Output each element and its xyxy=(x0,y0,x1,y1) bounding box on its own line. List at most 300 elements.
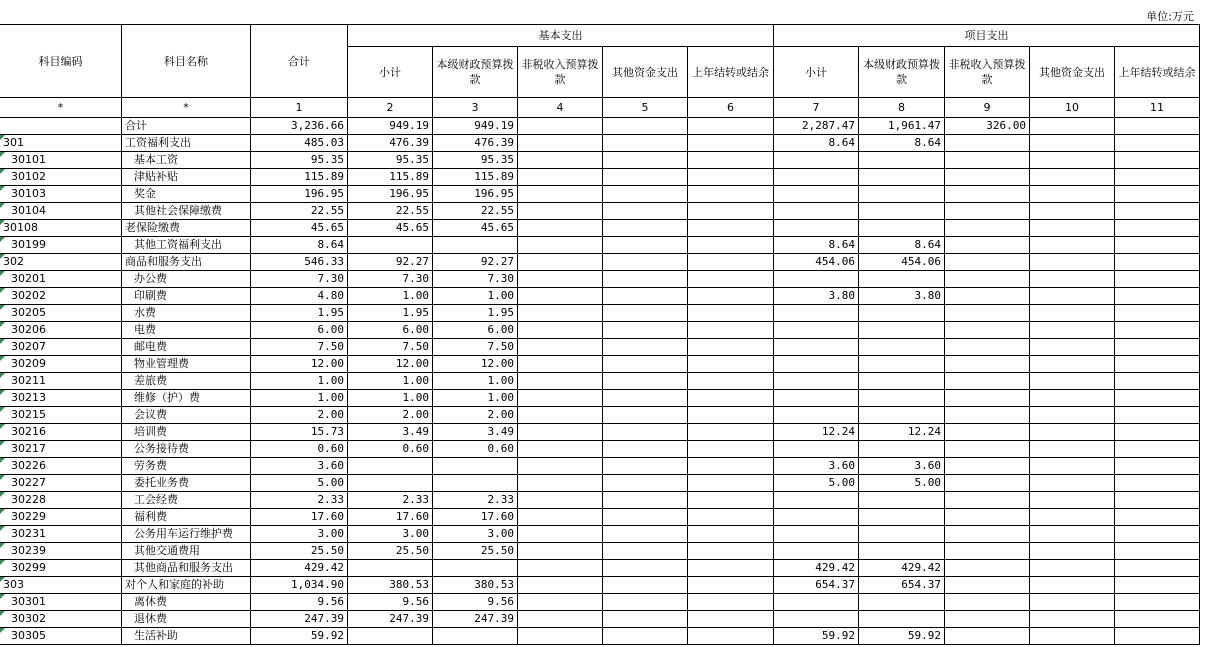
amount-cell xyxy=(774,526,859,543)
amount-cell: 1,961.47 xyxy=(859,118,945,135)
amount-cell xyxy=(1115,288,1200,305)
subject-name: 对个人和家庭的补助 xyxy=(122,577,251,594)
header-basic-carryover: 上年结转或结余 xyxy=(688,47,774,98)
amount-cell xyxy=(859,492,945,509)
amount-cell xyxy=(859,220,945,237)
amount-cell xyxy=(859,594,945,611)
amount-cell xyxy=(1115,407,1200,424)
amount-cell: 949.19 xyxy=(348,118,433,135)
amount-cell xyxy=(945,424,1030,441)
subject-code: 30103 xyxy=(0,186,122,203)
table-row xyxy=(0,356,1200,373)
amount-cell xyxy=(1030,186,1115,203)
amount-cell xyxy=(518,305,603,322)
amount-cell: 8.64 xyxy=(859,237,945,254)
amount-cell: 5.00 xyxy=(251,475,348,492)
table-row xyxy=(0,169,1200,186)
index-cell: 8 xyxy=(859,98,945,118)
amount-cell: 7.30 xyxy=(251,271,348,288)
header-basic-fiscal: 本级财政预算拨款 xyxy=(433,47,518,98)
amount-cell: 247.39 xyxy=(433,611,518,628)
header-name: 科目名称 xyxy=(122,25,251,98)
subject-code: 30216 xyxy=(0,424,122,441)
amount-cell xyxy=(688,305,774,322)
subject-code: 30211 xyxy=(0,373,122,390)
amount-cell xyxy=(518,611,603,628)
index-cell: * xyxy=(0,98,122,118)
subject-name: 生活补助 xyxy=(122,628,251,645)
amount-cell xyxy=(774,186,859,203)
amount-cell xyxy=(945,169,1030,186)
amount-cell: 1.00 xyxy=(251,373,348,390)
amount-cell xyxy=(859,543,945,560)
amount-cell xyxy=(688,543,774,560)
subject-name: 商品和服务支出 xyxy=(122,254,251,271)
table-row xyxy=(0,135,1200,152)
amount-cell xyxy=(518,339,603,356)
amount-cell xyxy=(859,356,945,373)
subject-code: 30104 xyxy=(0,203,122,220)
amount-cell: 45.65 xyxy=(348,220,433,237)
amount-cell: 92.27 xyxy=(348,254,433,271)
amount-cell: 247.39 xyxy=(348,611,433,628)
amount-cell xyxy=(603,339,688,356)
subject-code: 30213 xyxy=(0,390,122,407)
amount-cell xyxy=(774,203,859,220)
subject-name: 老保险缴费 xyxy=(122,220,251,237)
amount-cell xyxy=(1030,611,1115,628)
amount-cell xyxy=(603,543,688,560)
amount-cell xyxy=(603,186,688,203)
amount-cell xyxy=(518,628,603,645)
amount-cell: 3.00 xyxy=(433,526,518,543)
amount-cell xyxy=(603,492,688,509)
amount-cell xyxy=(1030,271,1115,288)
amount-cell: 0.60 xyxy=(251,441,348,458)
amount-cell xyxy=(859,169,945,186)
amount-cell xyxy=(774,305,859,322)
subject-code: 30108 xyxy=(0,220,122,237)
amount-cell: 95.35 xyxy=(348,152,433,169)
amount-cell xyxy=(945,254,1030,271)
amount-cell xyxy=(518,424,603,441)
amount-cell: 546.33 xyxy=(251,254,348,271)
index-cell: 6 xyxy=(688,98,774,118)
amount-cell xyxy=(1030,543,1115,560)
subject-code: 30215 xyxy=(0,407,122,424)
header-project: 项目支出 xyxy=(774,25,1200,47)
amount-cell: 196.95 xyxy=(433,186,518,203)
amount-cell xyxy=(1030,254,1115,271)
amount-cell xyxy=(1030,237,1115,254)
subject-name: 离休费 xyxy=(122,594,251,611)
amount-cell: 1.00 xyxy=(433,373,518,390)
amount-cell xyxy=(1115,390,1200,407)
amount-cell xyxy=(774,390,859,407)
amount-cell xyxy=(603,628,688,645)
amount-cell: 115.89 xyxy=(433,169,518,186)
amount-cell xyxy=(518,203,603,220)
subject-code: 30299 xyxy=(0,560,122,577)
amount-cell: 17.60 xyxy=(433,509,518,526)
amount-cell: 22.55 xyxy=(348,203,433,220)
amount-cell xyxy=(859,373,945,390)
amount-cell xyxy=(348,237,433,254)
amount-cell: 17.60 xyxy=(348,509,433,526)
index-cell: 3 xyxy=(433,98,518,118)
amount-cell xyxy=(1030,356,1115,373)
amount-cell xyxy=(518,475,603,492)
amount-cell: 2.00 xyxy=(251,407,348,424)
amount-cell xyxy=(1115,424,1200,441)
subject-code: 30202 xyxy=(0,288,122,305)
table-row xyxy=(0,220,1200,237)
table-row xyxy=(0,458,1200,475)
header-project-nontax: 非税收入预算拨款 xyxy=(945,47,1030,98)
amount-cell xyxy=(603,509,688,526)
amount-cell: 7.50 xyxy=(348,339,433,356)
subject-name: 维修（护）费 xyxy=(122,390,251,407)
table-row xyxy=(0,339,1200,356)
amount-cell: 2.33 xyxy=(251,492,348,509)
amount-cell xyxy=(603,237,688,254)
amount-cell xyxy=(774,271,859,288)
amount-cell xyxy=(688,441,774,458)
subject-code: 30102 xyxy=(0,169,122,186)
subject-code xyxy=(0,118,122,135)
amount-cell xyxy=(1030,424,1115,441)
amount-cell xyxy=(1115,220,1200,237)
amount-cell xyxy=(688,356,774,373)
amount-cell xyxy=(774,543,859,560)
amount-cell xyxy=(1115,509,1200,526)
amount-cell: 454.06 xyxy=(859,254,945,271)
table-row xyxy=(0,288,1200,305)
amount-cell xyxy=(603,577,688,594)
table-row xyxy=(0,203,1200,220)
subject-code: 30228 xyxy=(0,492,122,509)
subject-code: 30239 xyxy=(0,543,122,560)
amount-cell xyxy=(1115,135,1200,152)
table-row xyxy=(0,152,1200,169)
amount-cell xyxy=(945,152,1030,169)
table-row xyxy=(0,118,1200,135)
amount-cell: 115.89 xyxy=(251,169,348,186)
amount-cell xyxy=(1115,322,1200,339)
amount-cell xyxy=(603,390,688,407)
amount-cell xyxy=(603,356,688,373)
amount-cell xyxy=(945,611,1030,628)
amount-cell xyxy=(774,373,859,390)
subject-name: 培训费 xyxy=(122,424,251,441)
amount-cell xyxy=(518,118,603,135)
amount-cell xyxy=(945,509,1030,526)
amount-cell: 5.00 xyxy=(774,475,859,492)
amount-cell xyxy=(1030,458,1115,475)
amount-cell xyxy=(518,407,603,424)
index-cell: * xyxy=(122,98,251,118)
amount-cell xyxy=(603,220,688,237)
amount-cell xyxy=(603,135,688,152)
amount-cell xyxy=(1030,594,1115,611)
amount-cell xyxy=(774,611,859,628)
amount-cell: 2.00 xyxy=(348,407,433,424)
amount-cell: 12.24 xyxy=(774,424,859,441)
table-row xyxy=(0,492,1200,509)
unit-label: 单位:万元 xyxy=(1146,10,1194,23)
amount-cell: 654.37 xyxy=(859,577,945,594)
amount-cell xyxy=(945,560,1030,577)
amount-cell: 429.42 xyxy=(251,560,348,577)
amount-cell xyxy=(603,407,688,424)
amount-cell xyxy=(1030,373,1115,390)
amount-cell xyxy=(945,203,1030,220)
amount-cell xyxy=(518,169,603,186)
amount-cell: 8.64 xyxy=(251,237,348,254)
header-basic-subtotal: 小计 xyxy=(348,47,433,98)
amount-cell xyxy=(945,339,1030,356)
amount-cell: 8.64 xyxy=(859,135,945,152)
amount-cell xyxy=(945,577,1030,594)
amount-cell xyxy=(1115,356,1200,373)
subject-name: 水费 xyxy=(122,305,251,322)
amount-cell xyxy=(1115,118,1200,135)
amount-cell xyxy=(945,407,1030,424)
amount-cell: 22.55 xyxy=(251,203,348,220)
amount-cell xyxy=(518,220,603,237)
amount-cell xyxy=(859,322,945,339)
amount-cell xyxy=(518,237,603,254)
amount-cell xyxy=(859,271,945,288)
amount-cell xyxy=(433,628,518,645)
subject-name: 津贴补贴 xyxy=(122,169,251,186)
amount-cell: 8.64 xyxy=(774,237,859,254)
amount-cell xyxy=(774,339,859,356)
amount-cell xyxy=(688,322,774,339)
amount-cell: 429.42 xyxy=(859,560,945,577)
amount-cell: 12.00 xyxy=(348,356,433,373)
amount-cell xyxy=(348,475,433,492)
amount-cell xyxy=(603,322,688,339)
amount-cell xyxy=(603,203,688,220)
header-basic: 基本支出 xyxy=(348,25,774,47)
amount-cell xyxy=(1115,152,1200,169)
amount-cell xyxy=(1115,611,1200,628)
amount-cell xyxy=(518,152,603,169)
amount-cell: 1.00 xyxy=(251,390,348,407)
amount-cell xyxy=(859,339,945,356)
amount-cell xyxy=(688,237,774,254)
amount-cell: 25.50 xyxy=(348,543,433,560)
amount-cell: 476.39 xyxy=(348,135,433,152)
table-row xyxy=(0,594,1200,611)
amount-cell xyxy=(603,424,688,441)
amount-cell: 247.39 xyxy=(251,611,348,628)
amount-cell xyxy=(603,441,688,458)
table-row xyxy=(0,271,1200,288)
amount-cell xyxy=(859,390,945,407)
amount-cell: 7.30 xyxy=(348,271,433,288)
amount-cell xyxy=(1115,339,1200,356)
amount-cell xyxy=(518,509,603,526)
amount-cell xyxy=(945,220,1030,237)
amount-cell: 2.33 xyxy=(348,492,433,509)
amount-cell xyxy=(688,458,774,475)
amount-cell xyxy=(348,628,433,645)
amount-cell xyxy=(945,322,1030,339)
amount-cell xyxy=(945,135,1030,152)
amount-cell xyxy=(945,373,1030,390)
amount-cell: 1.00 xyxy=(433,288,518,305)
index-cell: 2 xyxy=(348,98,433,118)
amount-cell xyxy=(859,203,945,220)
subject-code: 303 xyxy=(0,577,122,594)
amount-cell: 9.56 xyxy=(348,594,433,611)
amount-cell xyxy=(945,475,1030,492)
amount-cell xyxy=(774,441,859,458)
table-row xyxy=(0,237,1200,254)
amount-cell xyxy=(1030,560,1115,577)
amount-cell xyxy=(688,475,774,492)
amount-cell xyxy=(774,492,859,509)
amount-cell xyxy=(518,390,603,407)
amount-cell: 25.50 xyxy=(251,543,348,560)
amount-cell xyxy=(688,577,774,594)
amount-cell xyxy=(945,390,1030,407)
subject-name: 印刷费 xyxy=(122,288,251,305)
amount-cell xyxy=(433,458,518,475)
amount-cell: 6.00 xyxy=(348,322,433,339)
amount-cell xyxy=(1030,509,1115,526)
subject-code: 30209 xyxy=(0,356,122,373)
amount-cell: 9.56 xyxy=(433,594,518,611)
index-cell: 11 xyxy=(1115,98,1200,118)
amount-cell xyxy=(1115,526,1200,543)
subject-code: 301 xyxy=(0,135,122,152)
amount-cell: 485.03 xyxy=(251,135,348,152)
budget-table xyxy=(0,24,1200,645)
amount-cell xyxy=(518,492,603,509)
amount-cell: 5.00 xyxy=(859,475,945,492)
amount-cell xyxy=(1115,203,1200,220)
amount-cell xyxy=(859,441,945,458)
amount-cell xyxy=(1115,441,1200,458)
subject-name: 物业管理费 xyxy=(122,356,251,373)
table-row xyxy=(0,424,1200,441)
index-cell: 9 xyxy=(945,98,1030,118)
amount-cell: 3.60 xyxy=(859,458,945,475)
amount-cell xyxy=(774,220,859,237)
amount-cell xyxy=(348,458,433,475)
index-cell: 4 xyxy=(518,98,603,118)
amount-cell xyxy=(603,373,688,390)
amount-cell xyxy=(1115,186,1200,203)
header-basic-nontax: 非税收入预算拨款 xyxy=(518,47,603,98)
amount-cell: 17.60 xyxy=(251,509,348,526)
amount-cell xyxy=(688,492,774,509)
amount-cell xyxy=(518,577,603,594)
amount-cell xyxy=(688,509,774,526)
amount-cell xyxy=(518,356,603,373)
amount-cell xyxy=(774,594,859,611)
amount-cell xyxy=(1030,339,1115,356)
amount-cell xyxy=(688,628,774,645)
subject-name: 其他商品和服务支出 xyxy=(122,560,251,577)
amount-cell: 1.95 xyxy=(251,305,348,322)
table-row xyxy=(0,322,1200,339)
amount-cell: 45.65 xyxy=(433,220,518,237)
amount-cell: 196.95 xyxy=(348,186,433,203)
table-row xyxy=(0,305,1200,322)
header-project-carryover: 上年结转或结余 xyxy=(1115,47,1200,98)
amount-cell xyxy=(945,526,1030,543)
header-project-fiscal: 本级财政预算拨款 xyxy=(859,47,945,98)
subject-code: 30302 xyxy=(0,611,122,628)
subject-code: 30205 xyxy=(0,305,122,322)
amount-cell xyxy=(945,186,1030,203)
amount-cell: 45.65 xyxy=(251,220,348,237)
amount-cell xyxy=(348,560,433,577)
amount-cell: 115.89 xyxy=(348,169,433,186)
subject-name: 公务接待费 xyxy=(122,441,251,458)
amount-cell xyxy=(433,237,518,254)
amount-cell xyxy=(688,152,774,169)
subject-name: 退休费 xyxy=(122,611,251,628)
amount-cell xyxy=(518,560,603,577)
amount-cell xyxy=(1030,288,1115,305)
amount-cell xyxy=(603,594,688,611)
amount-cell xyxy=(518,441,603,458)
amount-cell xyxy=(859,186,945,203)
subject-code: 30301 xyxy=(0,594,122,611)
subject-code: 30199 xyxy=(0,237,122,254)
amount-cell xyxy=(1115,271,1200,288)
amount-cell xyxy=(603,271,688,288)
table-row xyxy=(0,543,1200,560)
amount-cell xyxy=(1030,152,1115,169)
amount-cell xyxy=(603,611,688,628)
amount-cell xyxy=(688,373,774,390)
subject-name: 公务用车运行维护费 xyxy=(122,526,251,543)
amount-cell: 3.49 xyxy=(433,424,518,441)
amount-cell xyxy=(603,305,688,322)
subject-code: 30206 xyxy=(0,322,122,339)
amount-cell: 3.80 xyxy=(774,288,859,305)
amount-cell: 454.06 xyxy=(774,254,859,271)
amount-cell xyxy=(774,509,859,526)
amount-cell xyxy=(688,424,774,441)
amount-cell xyxy=(774,356,859,373)
amount-cell: 9.56 xyxy=(251,594,348,611)
subject-code: 302 xyxy=(0,254,122,271)
table-row xyxy=(0,441,1200,458)
amount-cell xyxy=(518,543,603,560)
subject-code: 30229 xyxy=(0,509,122,526)
amount-cell xyxy=(1030,628,1115,645)
header-code: 科目编码 xyxy=(0,25,122,98)
amount-cell xyxy=(688,186,774,203)
amount-cell xyxy=(945,492,1030,509)
amount-cell xyxy=(945,594,1030,611)
subject-code: 30217 xyxy=(0,441,122,458)
amount-cell xyxy=(945,356,1030,373)
amount-cell xyxy=(603,458,688,475)
amount-cell: 6.00 xyxy=(251,322,348,339)
amount-cell xyxy=(1115,560,1200,577)
amount-cell xyxy=(688,135,774,152)
amount-cell: 12.00 xyxy=(433,356,518,373)
amount-cell xyxy=(1030,203,1115,220)
